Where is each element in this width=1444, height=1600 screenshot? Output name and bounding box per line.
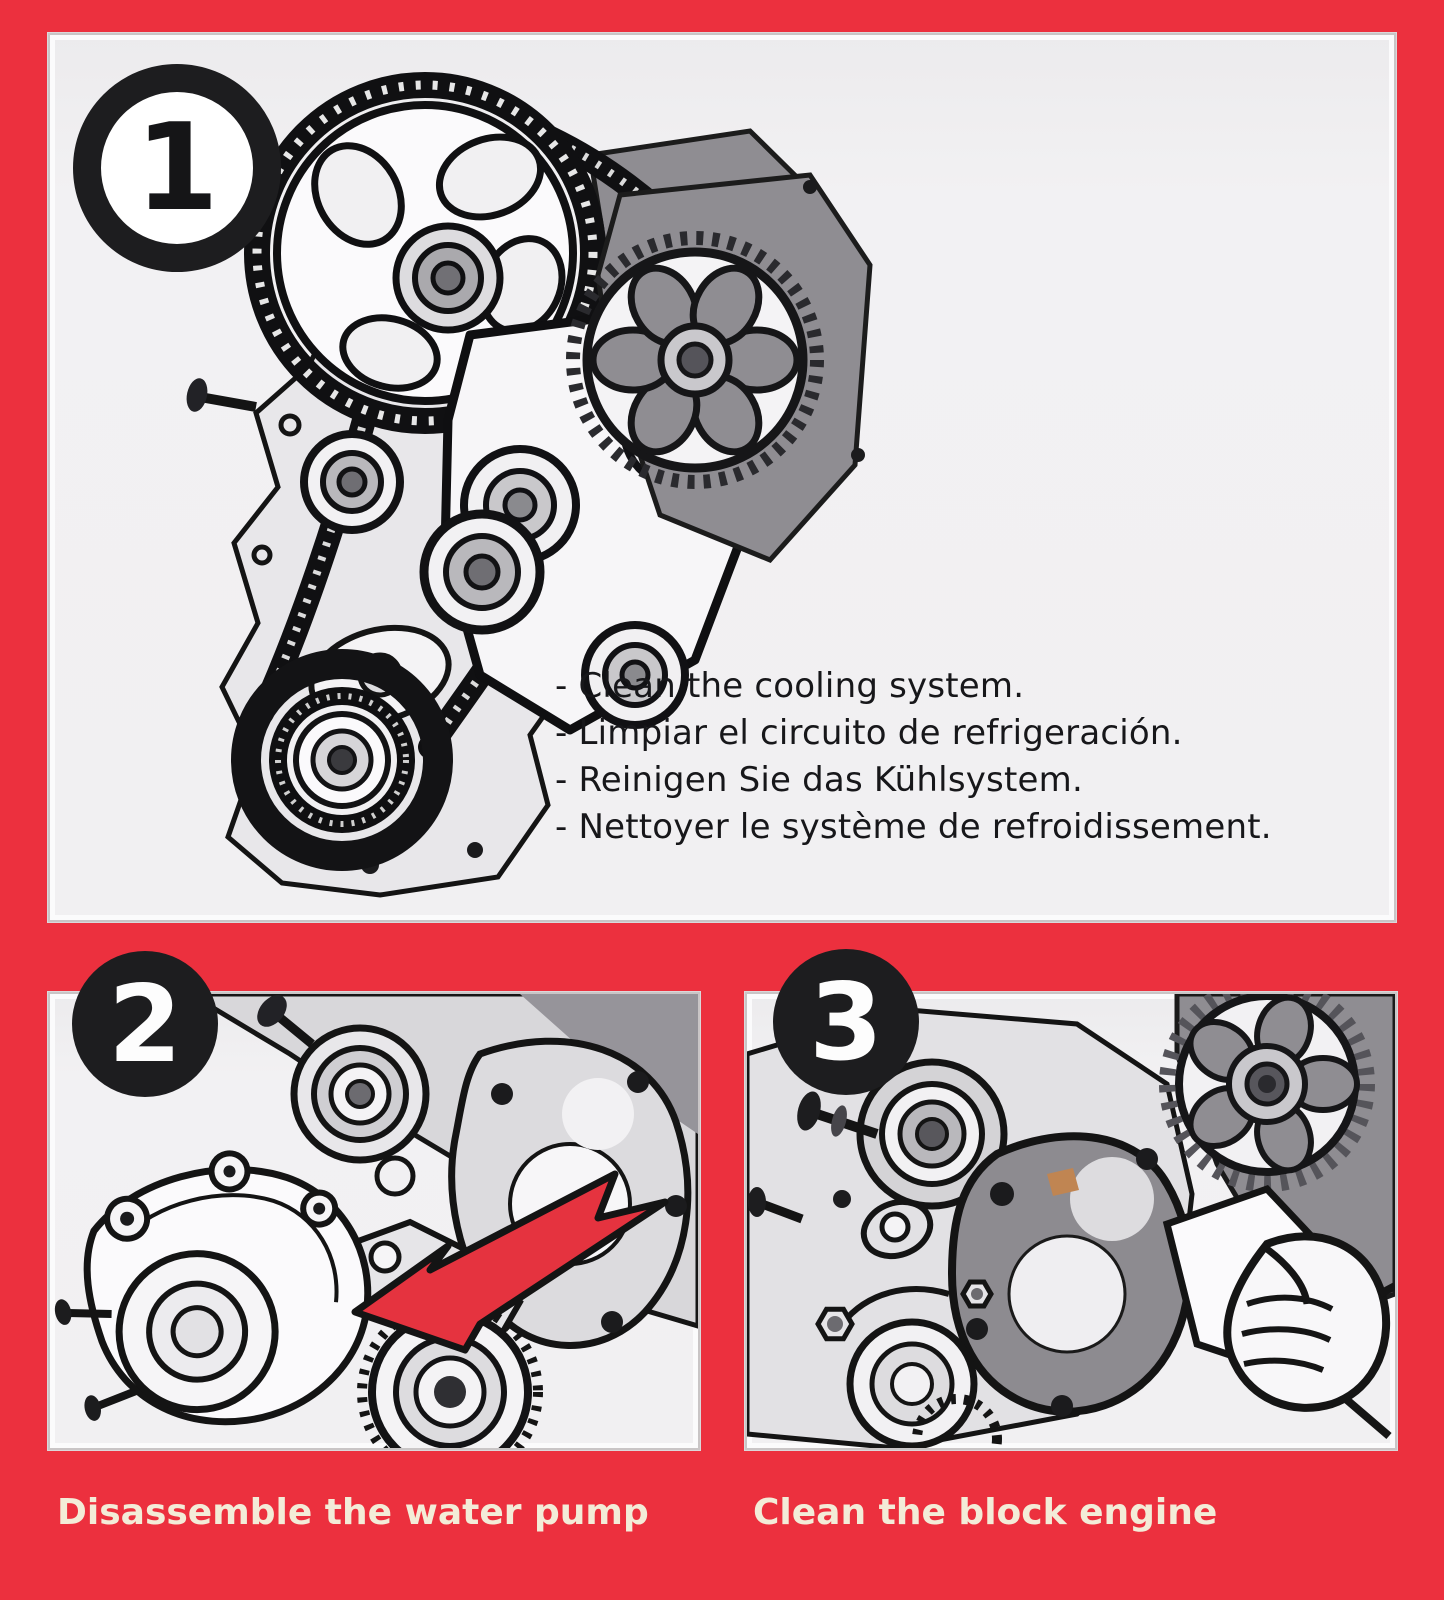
bolt-dot bbox=[467, 842, 483, 858]
step-2-caption: Disassemble the water pump bbox=[57, 1492, 649, 1533]
instruction-line-english: - Clean the cooling system. bbox=[555, 666, 1025, 706]
step-1-instructions bbox=[555, 663, 1365, 851]
step-1-badge circled-1-icon bbox=[73, 64, 281, 272]
step-1-number: 1 bbox=[135, 98, 219, 238]
instruction-line-german: - Reinigen Sie das Kühlsystem. bbox=[555, 760, 1083, 800]
water-pump bbox=[50, 1130, 391, 1448]
tensioner-pulley bbox=[424, 514, 540, 630]
bearing-boss bbox=[294, 1028, 426, 1194]
crankshaft-pulley bbox=[246, 664, 438, 856]
step-2-number: 2 bbox=[108, 962, 182, 1086]
bolt-head bbox=[184, 376, 211, 413]
cleaning-hand bbox=[1227, 1236, 1395, 1436]
step-3-number: 3 bbox=[809, 960, 883, 1084]
step-3-caption: Clean the block engine bbox=[753, 1492, 1218, 1533]
instruction-line-french: - Nettoyer le système de refroidissement. bbox=[555, 807, 1272, 847]
step-2-badge filled-circle-2-icon bbox=[72, 951, 218, 1097]
bolt-shaft bbox=[200, 397, 256, 407]
bolt-head bbox=[748, 1187, 766, 1217]
instruction-line-spanish: - Limpiar el circuito de refrigeración. bbox=[555, 713, 1183, 753]
step-3-badge filled-circle-3-icon bbox=[773, 949, 919, 1095]
idler-pulley bbox=[304, 434, 400, 530]
